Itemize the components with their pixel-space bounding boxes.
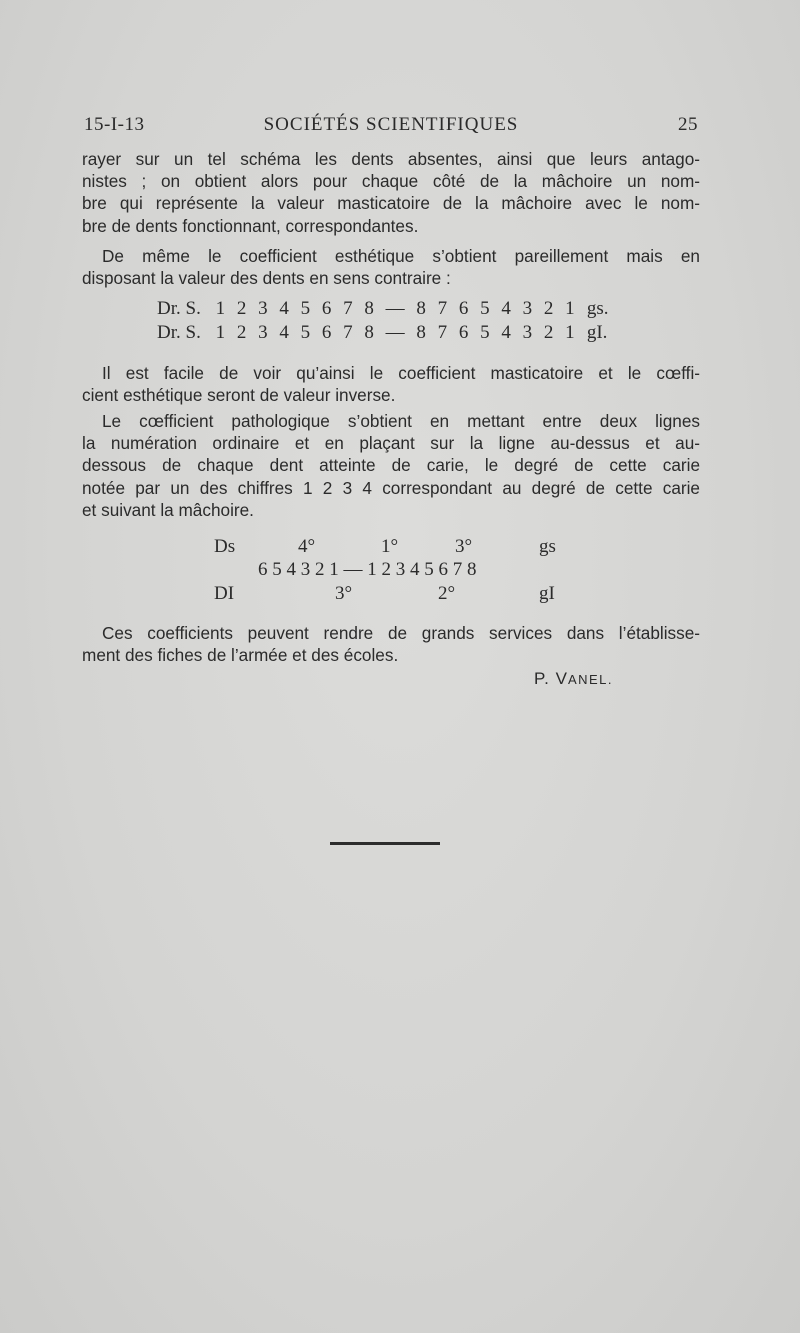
header-date: 15-I-13 (84, 114, 145, 135)
text-line: Le cœfficient pathologique s’obtient en mettant entre deux lignes (102, 411, 700, 431)
text-line: disposant la valeur des dents en sens contraire : (82, 268, 451, 289)
header-title: SOCIÉTÉS SCIENTIFIQUES (263, 114, 519, 135)
author-signature (534, 669, 613, 689)
paragraph-5 (82, 622, 700, 666)
carie-degree-upper: 4° (298, 536, 316, 557)
running-header (84, 114, 698, 138)
paragraph-1 (82, 148, 700, 237)
text-line: Ces coefficients peuvent rendre de grands services dans l’établisse- (102, 623, 700, 643)
carie-degree-upper: 3° (455, 536, 473, 557)
section-divider (330, 842, 440, 845)
formula-lower-label: DI (214, 583, 235, 604)
signature-surname: ANEL. (567, 672, 614, 687)
formula-esthetic-row-1 (157, 298, 608, 320)
formula-digits: 1 2 3 4 5 6 7 8 — 8 7 6 5 4 3 2 1 (215, 298, 579, 319)
formula-label: Dr. S. (157, 298, 201, 319)
page-number: 25 (678, 114, 698, 135)
text-line: et suivant la mâchoire. (82, 499, 254, 520)
carie-degree-upper: 1° (381, 536, 399, 557)
carie-degree-lower: 3° (335, 583, 353, 604)
text-line: De même le coefficient esthétique s’obtient pareillement mais en (102, 246, 700, 266)
paragraph-3 (82, 362, 700, 406)
formula-upper-label: Ds (214, 536, 236, 557)
formula-esthetic-row-2 (157, 322, 607, 344)
paragraph-4 (82, 410, 700, 521)
formula-digits: 1 2 3 4 5 6 7 8 — 8 7 6 5 4 3 2 1 (215, 322, 579, 343)
text-line: bre de dents fonctionnant, correspondantes. (82, 215, 419, 236)
text-line: notée par un des chiffres 1 2 3 4 correspondant au degré de cette carie (82, 477, 700, 498)
formula-lower-end: gI (539, 583, 555, 604)
formula-end: gs. (586, 298, 609, 319)
text-line: dessous de chaque dent atteinte de carie, le degré de cette carie (82, 455, 700, 476)
paragraph-2 (82, 245, 700, 289)
text-line: ment des fiches de l’armée et des écoles. (82, 645, 399, 666)
text-line: nistes ; on obtient alors pour chaque côté de la mâchoire un nom- (82, 171, 700, 192)
formula-end: gI. (586, 322, 608, 343)
text-line: rayer sur un tel schéma les dents absentes, ainsi que leurs antago- (82, 149, 700, 169)
formula-label: Dr. S. (157, 322, 201, 343)
formula-upper-end: gs (539, 536, 556, 557)
text-line: cient esthétique seront de valeur inverse. (82, 385, 396, 406)
text-line: Il est facile de voir qu’ainsi le coefficient masticatoire et le cœffi- (102, 363, 700, 383)
carie-degree-lower: 2° (438, 583, 456, 604)
tooth-numbering: 6 5 4 3 2 1 — 1 2 3 4 5 6 7 8 (258, 559, 477, 580)
text-line: la numération ordinaire et en plaçant sur la ligne au-dessus et au- (82, 433, 700, 454)
signature-initial: P. V (534, 669, 568, 688)
text-line: bre qui représente la valeur masticatoire de la mâchoire avec le nom- (82, 193, 700, 214)
